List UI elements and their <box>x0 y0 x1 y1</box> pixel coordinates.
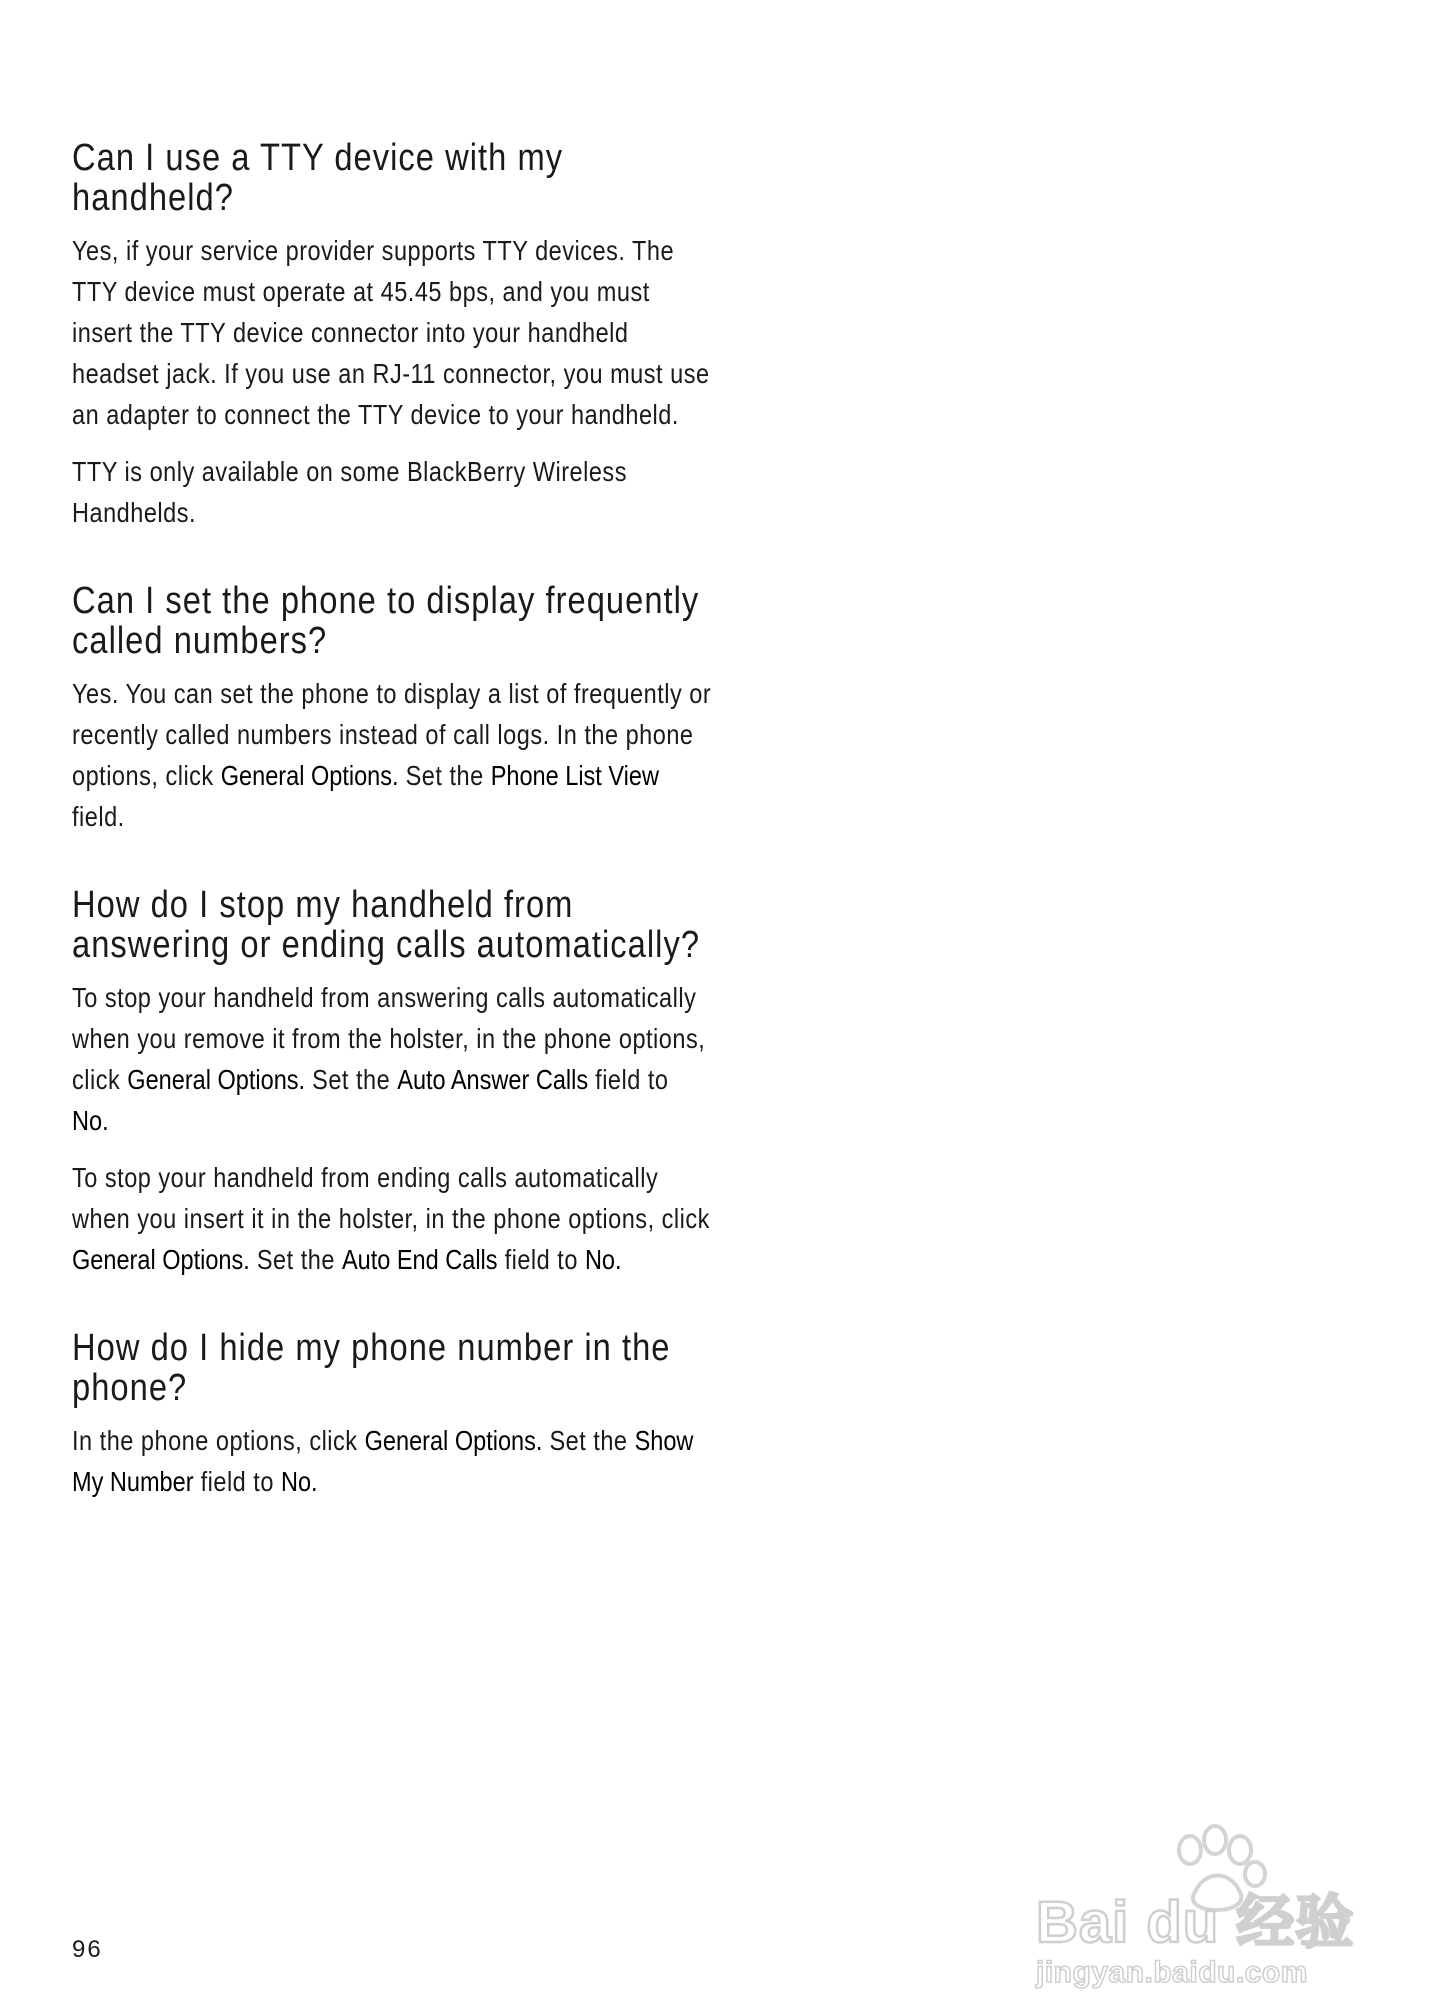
watermark-brand-text: Bai du 经验 <box>1036 1890 1355 1955</box>
section-heading: How do I hide my phone number in the phone? <box>72 1327 671 1409</box>
faq-section-hide-number <box>72 1328 712 1502</box>
paragraph-text: Yes, if your service provider supports TTY devices. The TTY device must operate at 45.45 bps, and you must insert the TTY device connector into your handheld headset jack. If you use an RJ-11 connector, you must use an adapter to connect the TTY device to your handheld. <box>72 235 710 430</box>
body-paragraph <box>72 230 712 435</box>
ui-term-general-options: General Options. <box>220 760 399 791</box>
paragraph-text: field. <box>72 801 125 832</box>
section-heading: Can I use a TTY device with my handheld? <box>72 137 564 219</box>
faq-section-tty <box>72 138 712 533</box>
body-paragraph <box>72 1420 712 1502</box>
body-paragraph <box>72 451 712 533</box>
faq-section-auto-calls <box>72 885 712 1280</box>
paragraph-text: field to <box>193 1466 281 1497</box>
body-paragraph <box>72 977 712 1141</box>
ui-term-phone-list-view: Phone List View <box>490 760 659 791</box>
paragraph-text: field to <box>588 1064 669 1095</box>
ui-term-general-options: General Options. <box>127 1064 306 1095</box>
page-number: 96 <box>72 1936 103 1963</box>
document-page <box>72 138 712 1502</box>
paragraph-text: Yes. You can set the phone to display a list of frequently or recently called numbers instead of call logs. In the phone options, click <box>72 678 712 791</box>
paragraph-text: Set the <box>542 1425 635 1456</box>
ui-term-general-options: General Options. <box>72 1244 250 1275</box>
ui-term-no: No. <box>280 1466 318 1497</box>
paragraph-text: To stop your handheld from answering calls automatically when you remove it from the holster, in the phone options, click <box>72 982 706 1095</box>
paragraph-text: Set the <box>305 1064 398 1095</box>
paragraph-text: Set the <box>398 760 491 791</box>
ui-term-auto-end-calls: Auto End Calls <box>341 1244 498 1275</box>
paragraph-text: Set the <box>249 1244 342 1275</box>
paragraph-text: TTY is only available on some BlackBerry Wireless Handhelds. <box>72 456 627 528</box>
baidu-jingyan-watermark-logo <box>1030 1820 1380 1990</box>
ui-term-auto-answer-calls: Auto Answer Calls <box>397 1064 589 1095</box>
watermark-url-text: jingyan.baidu.com <box>1036 1956 1308 1989</box>
body-paragraph <box>72 1157 712 1280</box>
section-heading: Can I set the phone to display frequently called numbers? <box>72 580 700 662</box>
body-paragraph <box>72 673 712 837</box>
ui-term-general-options: General Options. <box>364 1425 543 1456</box>
ui-term-no: No. <box>584 1244 622 1275</box>
section-heading: How do I stop my handheld from answering or ending calls automatically? <box>72 884 701 966</box>
paragraph-text: In the phone options, click <box>72 1425 365 1456</box>
paragraph-text: To stop your handheld from ending calls automatically when you insert it in the holster, in the phone options, click <box>72 1162 710 1234</box>
ui-term-no: No. <box>72 1105 109 1136</box>
paragraph-text: field to <box>497 1244 585 1275</box>
faq-section-frequent-numbers <box>72 581 712 837</box>
ui-term-show-my-number: Show My Number <box>72 1425 694 1497</box>
